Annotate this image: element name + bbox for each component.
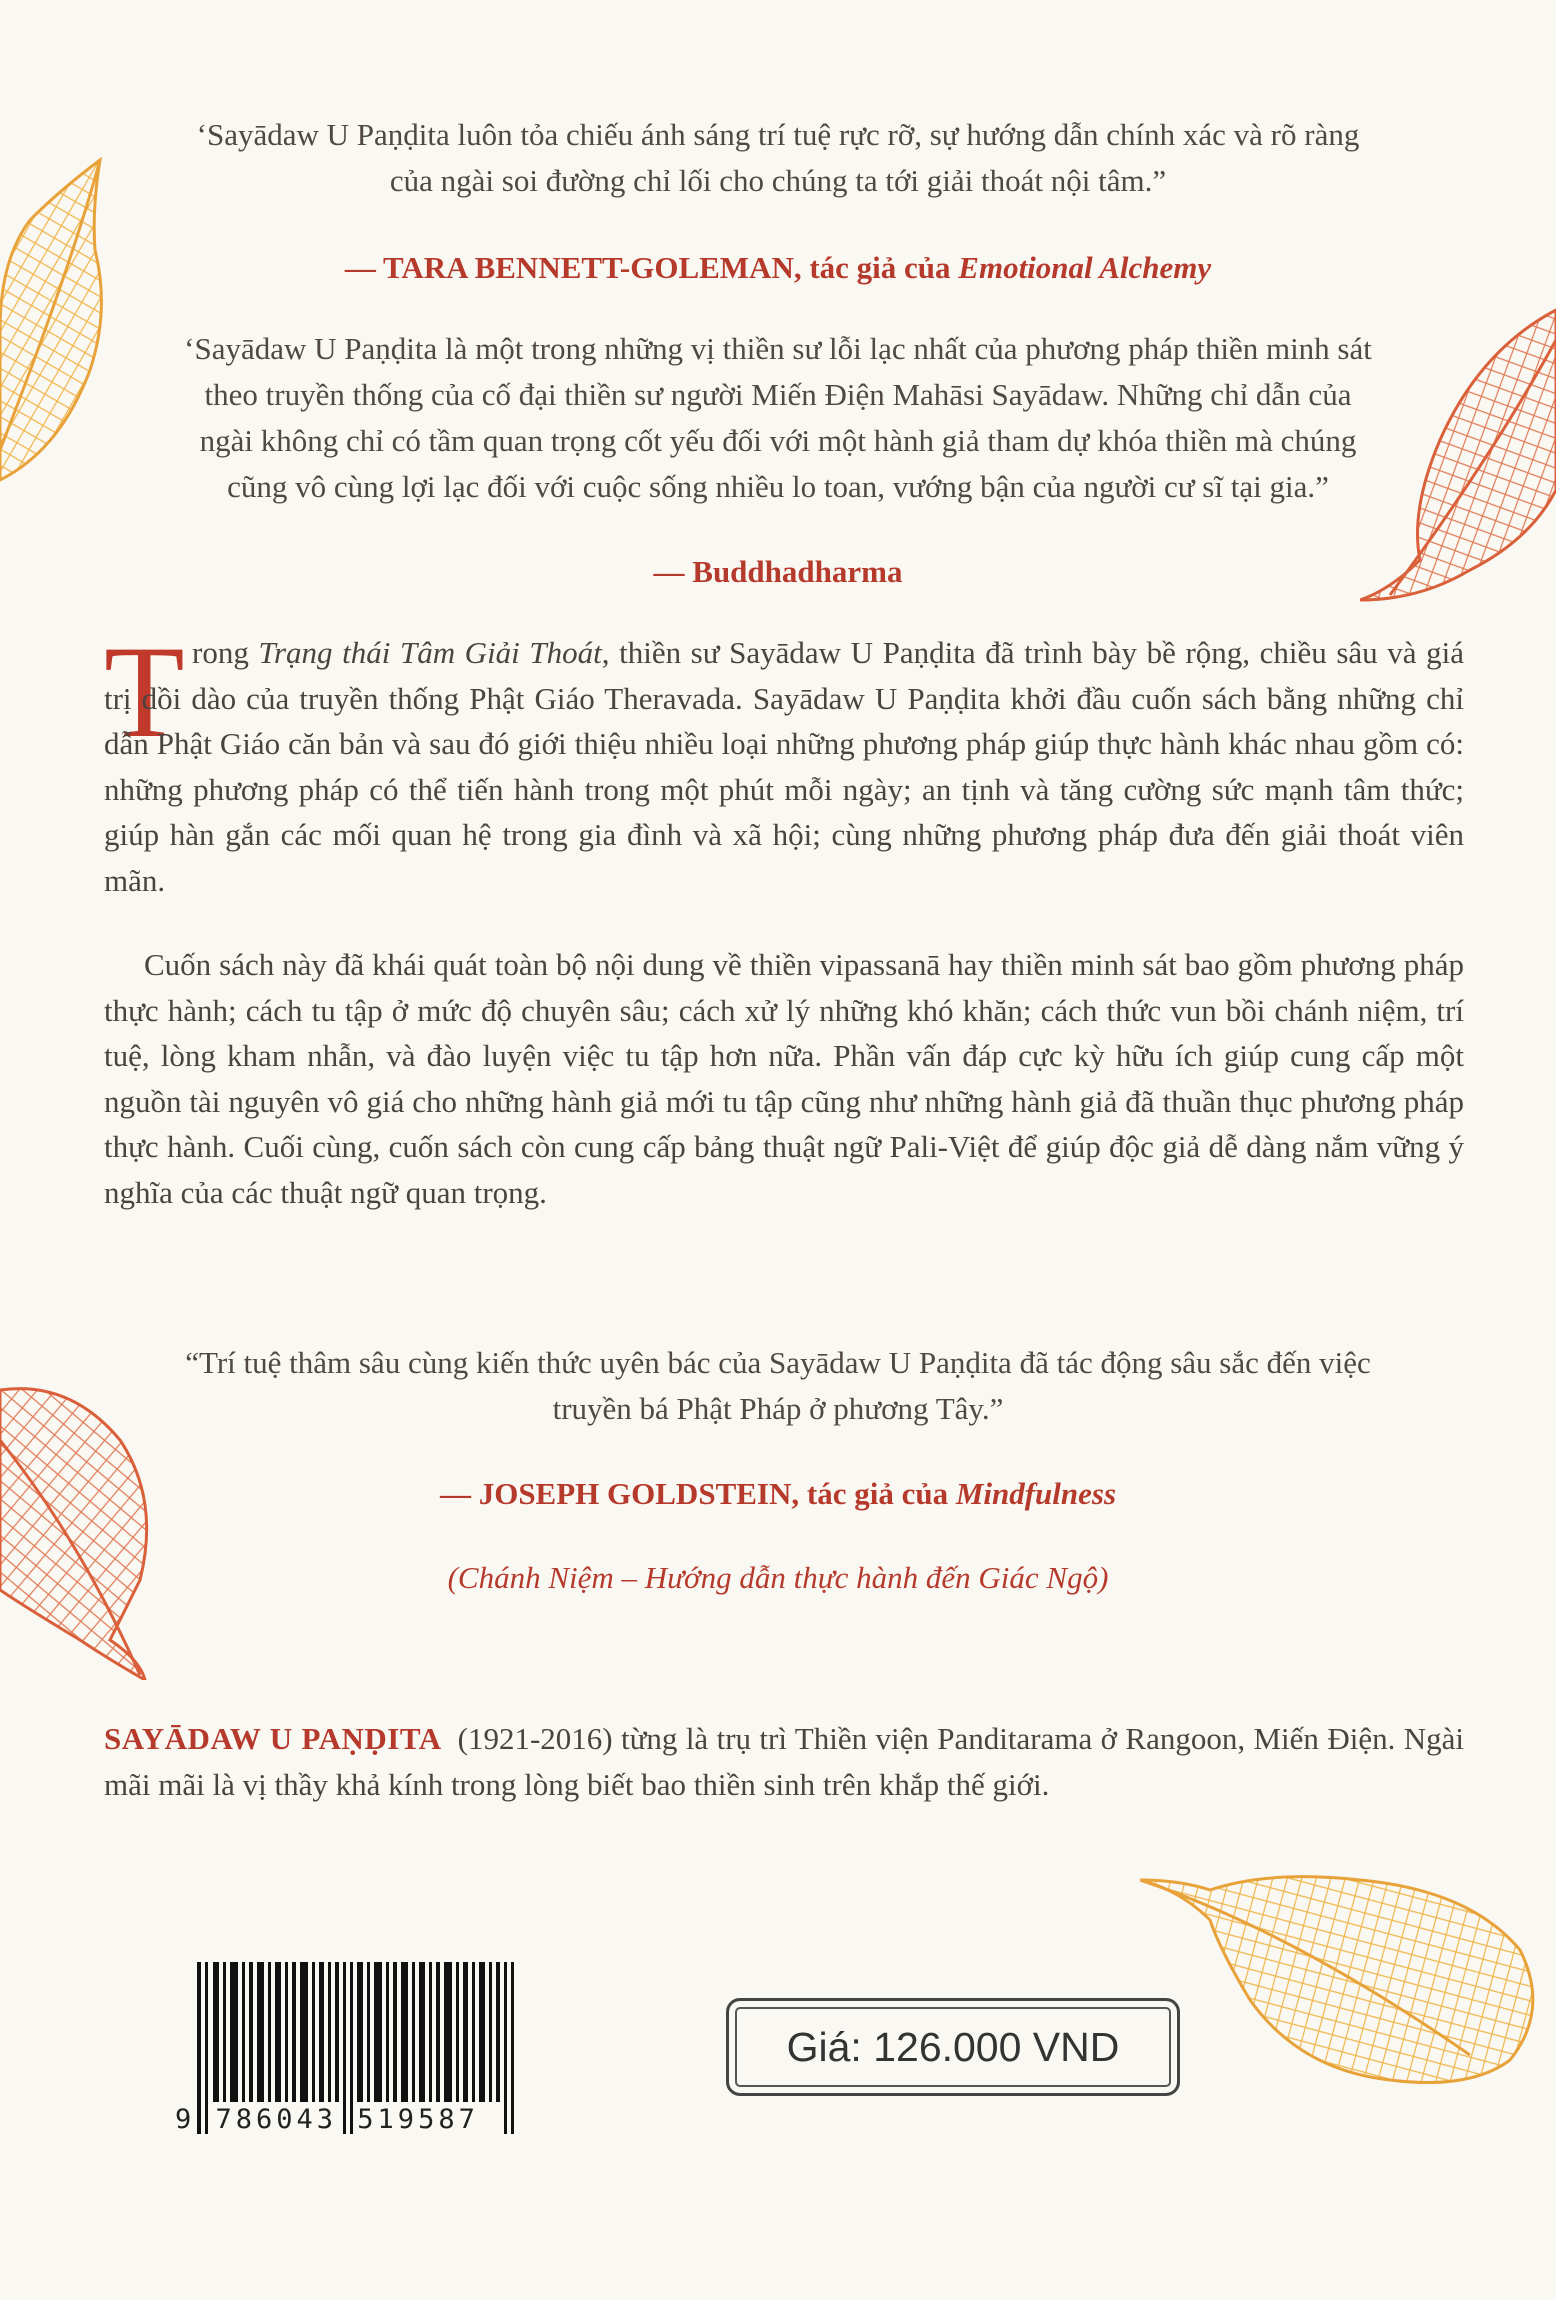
quote-line: của ngài soi đường chỉ lối cho chúng ta tới giải thoát nội tâm.” bbox=[389, 163, 1167, 198]
attribution-text: — TARA BENNETT-GOLEMAN, tác giả của bbox=[344, 250, 959, 285]
attribution-goldstein bbox=[120, 1474, 1436, 1514]
bodhi-leaf-top-left bbox=[0, 150, 110, 490]
quote-tara bbox=[120, 112, 1436, 204]
paragraph-rest: , thiền sư Sayādaw U Paṇḍita đã trình bày bề rộng, chiều sâu và giá trị dồi dào của truyền thống Phật Giáo Theravada. Sayādaw U Paṇḍita khởi đầu cuốn sách bằng những chỉ dẫn Phật Giáo căn bản và sau đó giới thiệu nhiều loại những phương pháp giúp thực hành khác nhau gồm có: những phương pháp có thể tiến hành trong một phút mỗi ngày; an tịnh và tăng cường sức mạnh tâm thức; giúp hàn gắn các mối quan hệ trong gia đình và xã hội; cùng những phương pháp đưa đến giải thoát viên mãn. bbox=[104, 635, 1464, 898]
attribution-buddhadharma bbox=[120, 552, 1436, 592]
attribution-work: Emotional Alchemy bbox=[958, 250, 1212, 285]
paragraph-text: Cuốn sách này đã khái quát toàn bộ nội dung về thiền vipassanā hay thiền minh sát bao gồm phương pháp thực hành; cách tu tập ở mức độ chuyên sâu; cách xử lý những khó khăn; cách thức vun bồi chánh niệm, trí tuệ, lòng kham nhẫn, và đào luyện việc tu tập hơn nữa. Phần vấn đáp cực kỳ hữu ích giúp cung cấp một nguồn tài nguyên vô giá cho những hành giả mới tu tập cũng như những hành giả đã thuần thục phương pháp thực hành. Cuối cùng, cuốn sách còn cung cấp bảng thuật ngữ Pali-Việt để giúp độc giả dễ dàng nắm vững ý nghĩa của các thuật ngữ quan trọng. bbox=[104, 947, 1464, 1210]
author-name: SAYĀDAW U PAṆḌITA bbox=[104, 1721, 442, 1756]
quote-buddhadharma bbox=[120, 326, 1436, 510]
paragraph-start: rong bbox=[192, 635, 259, 670]
quote-goldstein bbox=[120, 1340, 1436, 1432]
bodhi-leaf-bottom-right bbox=[1140, 1860, 1540, 2090]
quote-line: ‘Sayādaw U Paṇḍita luôn tỏa chiếu ánh sáng trí tuệ rực rỡ, sự hướng dẫn chính xác và rõ ràng bbox=[196, 117, 1360, 152]
author-bio bbox=[104, 1716, 1464, 1807]
book-title: Trạng thái Tâm Giải Thoát bbox=[258, 635, 602, 670]
translation-note: (Chánh Niệm – Hướng dẫn thực hành đến Giác Ngộ) bbox=[447, 1560, 1109, 1595]
attribution-work: Mindfulness bbox=[955, 1476, 1117, 1511]
attribution-text: — JOSEPH GOLDSTEIN, tác giả của bbox=[439, 1476, 956, 1511]
quote-line: ngài không chỉ có tầm quan trọng cốt yếu đối với một hành giả tham dự khóa thiền mà chúng bbox=[199, 423, 1357, 458]
quote-line: ‘Sayādaw U Paṇḍita là một trong những vị thiền sư lỗi lạc nhất của phương pháp thiền minh sát bbox=[184, 331, 1372, 366]
quote-line: cũng vô cùng lợi lạc đối với cuộc sống nhiều lo toan, vướng bận của người cư sĩ tại gia.” bbox=[227, 469, 1329, 504]
quote-line: theo truyền thống của cố đại thiền sư người Miến Điện Mahāsi Sayādaw. Những chỉ dẫn của bbox=[204, 377, 1352, 412]
attribution-tara bbox=[120, 248, 1436, 288]
barcode-number: 9 786043 519587 bbox=[175, 2104, 479, 2135]
description-paragraph-1 bbox=[104, 618, 1464, 903]
quote-line: truyền bá Phật Pháp ở phương Tây.” bbox=[552, 1391, 1004, 1426]
drop-cap: T bbox=[104, 618, 185, 765]
attribution-text: — Buddhadharma bbox=[653, 554, 903, 589]
description-paragraph-2 bbox=[104, 942, 1464, 1215]
author-bio-text: (1921-2016) từng là trụ trì Thiền viện Panditarama ở Rangoon, Miến Điện. Ngài mãi mãi là vị thầy khả kính trong lòng biết bao thiền sinh trên khắp thế giới. bbox=[104, 1721, 1464, 1802]
quote-line: “Trí tuệ thâm sâu cùng kiến thức uyên bác của Sayādaw U Paṇḍita đã tác động sâu sắc đến việc bbox=[185, 1345, 1371, 1380]
price-label: Giá: 126.000 VND bbox=[786, 2023, 1120, 2070]
price-box bbox=[726, 1998, 1180, 2096]
